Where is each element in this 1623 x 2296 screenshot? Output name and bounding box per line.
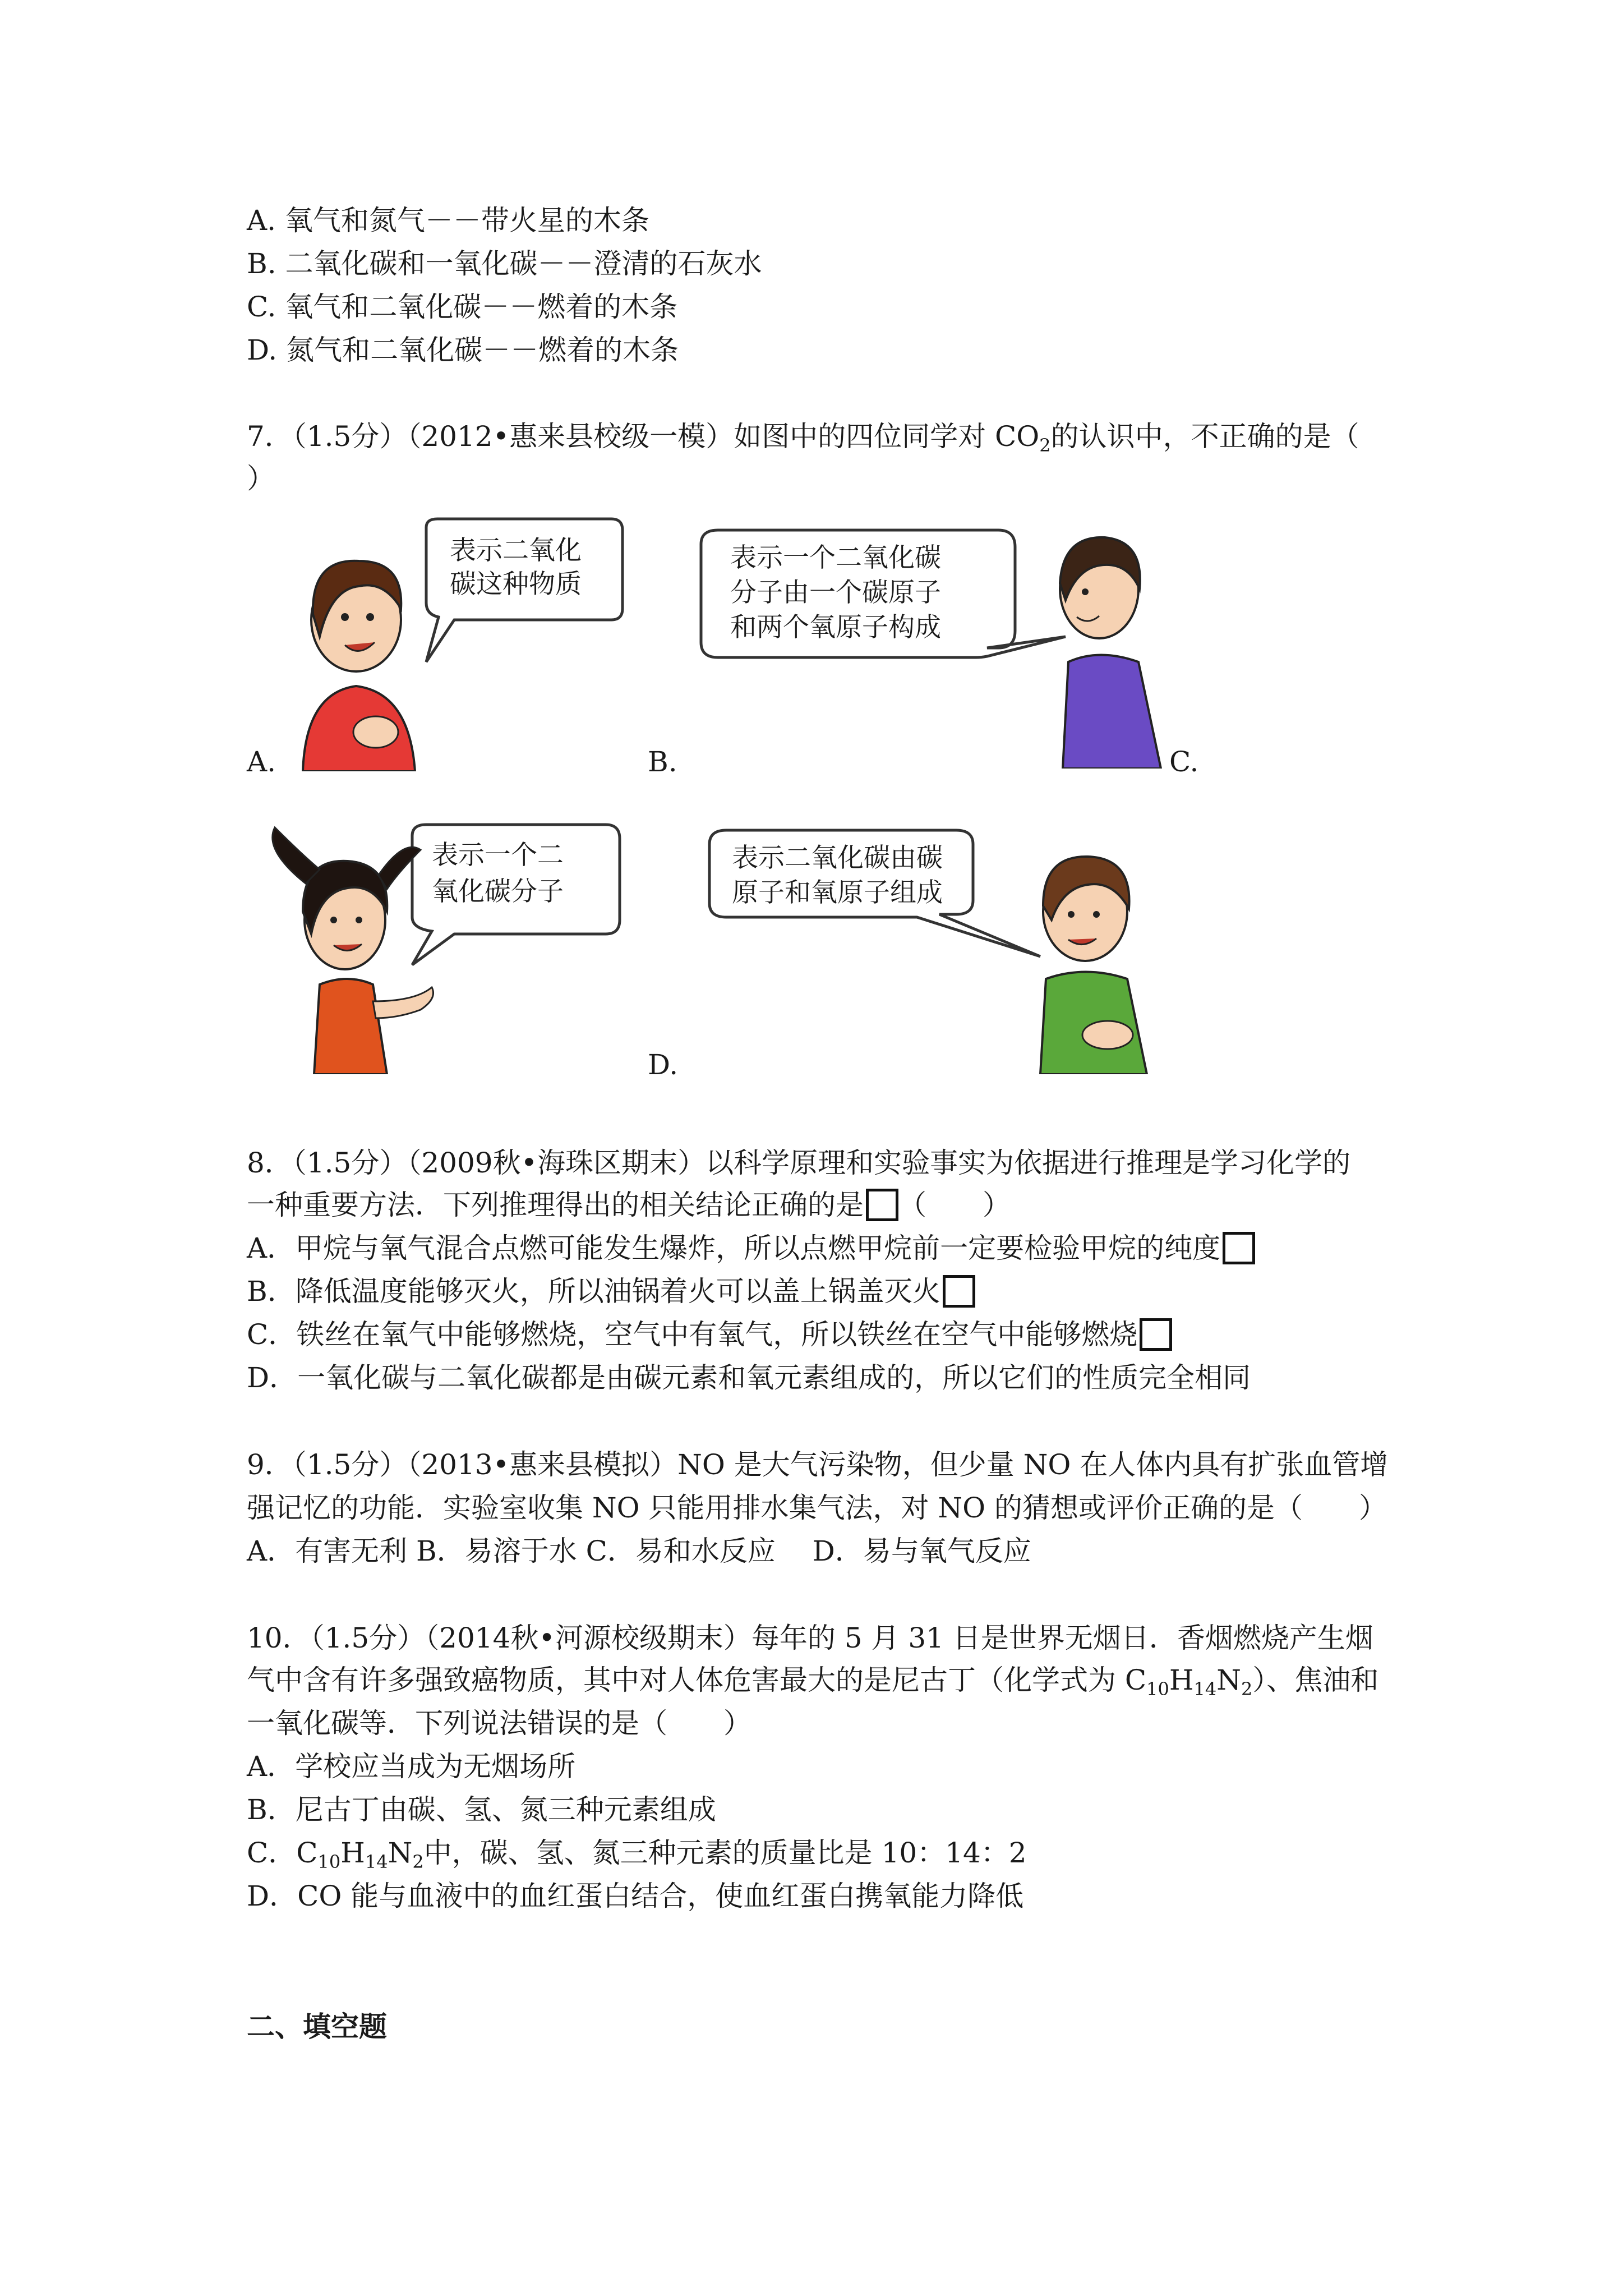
q10-option-a: A．学校应当成为无烟场所 (247, 1750, 576, 1783)
q6-option-c: C. 氧气和二氧化碳－－燃着的木条 (247, 291, 678, 323)
q8-stem-line1: 8．（1.5分）（2009秋•海珠区期末）以科学原理和实验事实为依据进行推理是学习化学的 (247, 1147, 1351, 1179)
q10-stem-line1: 10．（1.5分）（2014秋•河源校级期末）每年的 5 月 31 日是世界无烟日．香烟燃烧产生烟 (247, 1622, 1373, 1654)
q7-bubble-b-line1: 表示一个二氧化碳 (730, 542, 941, 573)
q8-option-b: B．降低温度能够灭火，所以油锅着火可以盖上锅盖灭火 (247, 1270, 975, 1313)
q8-stem-line2: 一种重要方法．下列推理得出的相关结论正确的是 （ ） (247, 1189, 1011, 1221)
q10-option-d: D．CO 能与血液中的血红蛋白结合，使血红蛋白携氧能力降低 (247, 1880, 1024, 1912)
q9-options: A．有害无利 B．易溶于水 C．易和水反应 D．易与氧气反应 (247, 1535, 1031, 1567)
q8-option-a: A．甲烷与氧气混合点燃可能发生爆炸，所以点燃甲烷前一定要检验甲烷的纯度 (247, 1227, 1255, 1269)
q7-stem: 7．（1.5分）（2012•惠来县校级一模）如图中的四位同学对 $CO_2$的认识中，不正确的是（ (247, 420, 1359, 456)
q7-label-a: A. (247, 746, 276, 778)
q7-figure-c (252, 816, 634, 1074)
q7-stem-close: ） (247, 462, 275, 495)
q10-stem-line3: 一氧化碳等．下列说法错误的是（ ） (247, 1707, 751, 1740)
q7-bubble-d-line2: 原子和氧原子组成 (732, 877, 943, 908)
q10-option-b: B．尼古丁由碳、氢、氮三种元素组成 (247, 1793, 716, 1826)
section-heading: 二、填空题 (247, 2010, 387, 2043)
answer-box (866, 1189, 898, 1221)
answer-box (1223, 1232, 1255, 1264)
q7-label-b: B. (648, 746, 677, 778)
q7-label-c: C. (1169, 746, 1199, 778)
q8-option-d: D．一氧化碳与二氧化碳都是由碳元素和氧元素组成的，所以它们的性质完全相同 (247, 1361, 1251, 1394)
q9-stem-line1: 9．（1.5分）（2013•惠来县模拟）NO 是大气污染物，但少量 NO 在人体内具有扩张血管增 (247, 1448, 1389, 1481)
q7-figure-b (695, 522, 1178, 769)
answer-box (1140, 1318, 1172, 1351)
q7-bubble-a-line2: 碳这种物质 (450, 569, 582, 600)
q9-stem-line2: 强记忆的功能．实验室收集 NO 只能用排水集气法，对 NO 的猜想或评价正确的是（ ） (247, 1492, 1387, 1524)
q7-figure-d (704, 822, 1186, 1074)
q8-option-c: C．铁丝在氧气中能够燃烧，空气中有氧气，所以铁丝在空气中能够燃烧 (247, 1313, 1172, 1356)
q7-bubble-d-line1: 表示二氧化碳由碳 (732, 843, 943, 873)
q7-bubble-c-line1: 表示一个二 (432, 840, 564, 871)
q6-option-b: B. 二氧化碳和一氧化碳－－澄清的石灰水 (247, 247, 762, 280)
q6-option-a: A. 氧气和氮气－－带火星的木条 (247, 204, 649, 237)
q7-bubble-b-line3: 和两个氧原子构成 (730, 612, 941, 643)
q7-figure-a (292, 508, 639, 771)
q7-label-d: D. (648, 1048, 679, 1081)
q7-bubble-a-line1: 表示二氧化 (450, 535, 582, 566)
q10-option-c: C．$C_{10}H_{14}N_2$中，碳、氢、氮三种元素的质量比是 10：14：2 (247, 1837, 1027, 1872)
q6-option-d: D. 氮气和二氧化碳－－燃着的木条 (247, 334, 679, 366)
q7-bubble-c-line2: 氧化碳分子 (432, 876, 564, 907)
q7-bubble-b-line2: 分子由一个碳原子 (730, 577, 941, 608)
answer-box (943, 1275, 975, 1308)
q10-stem-line2: 气中含有许多强致癌物质，其中对人体危害最大的是尼古丁（化学式为 $C_{10}H_{14}N_2$）、焦油和 (247, 1664, 1379, 1700)
